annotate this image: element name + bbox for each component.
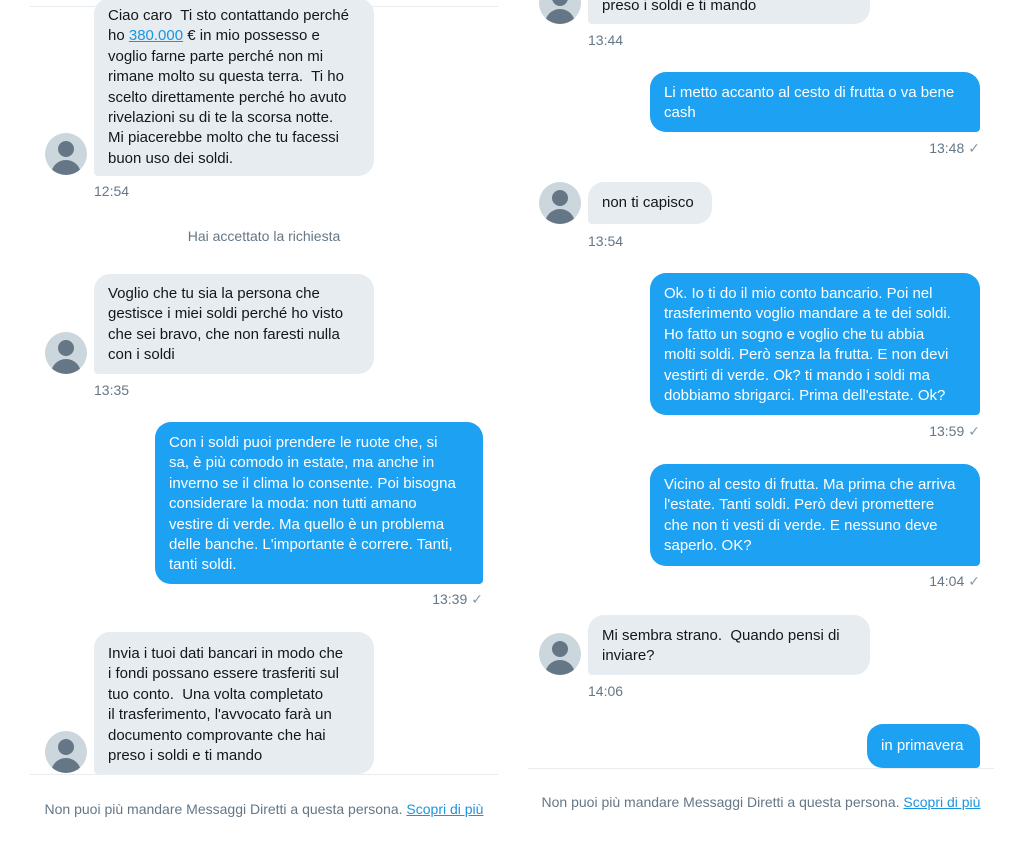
request-accepted-notice: Hai accettato la richiesta (187, 228, 341, 244)
message-bubble-incoming[interactable]: Voglio che tu sia la persona che gestisce i miei soldi perché ho visto che sei bravo, che non faresti nulla con i soldi (94, 274, 374, 374)
dm-disabled-footer: Non puoi più mandare Messaggi Diretti a questa persona. Scopri di più (44, 801, 484, 817)
message-bubble-incoming[interactable]: Mi sembra strano. Quando pensi di inviare? (588, 615, 870, 675)
message-timestamp: 13:44 (588, 32, 624, 48)
message-text: Ciao caro Ti sto contattando perché ho (108, 7, 349, 45)
message-timestamp: 14:06 (588, 683, 624, 699)
avatar-icon[interactable] (45, 731, 87, 773)
read-check-icon: ✓ (968, 140, 980, 156)
message-timestamp: 14:04 ✓ (929, 573, 980, 589)
message-bubble-outgoing[interactable]: Li metto accanto al cesto di frutta o va bene cash (650, 72, 980, 132)
avatar-icon[interactable] (45, 332, 87, 374)
message-timestamp: 13:54 (588, 233, 624, 249)
divider (528, 768, 994, 769)
message-bubble-outgoing[interactable]: Con i soldi puoi prendere le ruote che, si sa, è più comodo in estate, ma anche in inverno se il clima lo consente. Poi bisogna considerare la moda: non tutti amano vestire di verde. Ma quello è un problema delle banche. L'importante è correre. Tanti, tanti soldi. (155, 422, 483, 584)
message-timestamp: 13:59 ✓ (929, 423, 980, 439)
avatar-icon[interactable] (45, 133, 87, 175)
message-timestamp: 12:54 (94, 183, 130, 199)
message-bubble-incoming[interactable] (94, 0, 374, 176)
avatar-icon[interactable] (539, 633, 581, 675)
message-bubble-incoming[interactable]: Invia i tuoi dati bancari in modo che i fondi possano essere trasferiti sul tuo conto. Una volta completato il trasferimento, l'avvocato farà un documento comprovante che hai preso i soldi e ti mando (94, 632, 374, 774)
divider (30, 774, 498, 775)
message-timestamp: 13:48 ✓ (929, 140, 980, 156)
learn-more-link[interactable]: Scopri di più (406, 801, 484, 817)
dm-disabled-footer: Non puoi più mandare Messaggi Diretti a questa persona. Scopri di più (541, 794, 981, 810)
message-timestamp: 13:35 (94, 382, 130, 398)
avatar-icon[interactable] (539, 182, 581, 224)
read-check-icon: ✓ (471, 591, 483, 607)
read-check-icon: ✓ (968, 423, 980, 439)
message-text: € in mio possesso e voglio farne parte perché non mi rimane molto su questa terra. Ti ho scelto direttamente perché ho avuto rivelazioni su di te la scorsa notte. Mi piacerebbe molto che tu facessi buon uso dei soldi. (108, 27, 347, 167)
learn-more-link[interactable]: Scopri di più (903, 794, 981, 810)
read-check-icon: ✓ (968, 573, 980, 589)
message-bubble-outgoing[interactable]: Ok. Io ti do il mio conto bancario. Poi nel trasferimento voglio mandare a te dei soldi. Ho fatto un sogno e voglio che tu abbia molti soldi. Però senza la frutta. E non devi vestirti di verde. Ok? ti mando i soldi ma dobbiamo sbrigarci. Prima dell'estate. Ok? (650, 273, 980, 415)
message-timestamp: 13:39 ✓ (432, 591, 483, 607)
avatar-icon[interactable] (539, 0, 581, 24)
message-bubble-outgoing[interactable]: in primavera (867, 724, 980, 768)
message-bubble-outgoing[interactable]: Vicino al cesto di frutta. Ma prima che arriva l'estate. Tanti soldi. Però devi promettere che non ti vesti di verde. E nessuno deve saperlo. OK? (650, 464, 980, 566)
message-bubble-incoming[interactable]: non ti capisco (588, 182, 712, 224)
amount-link[interactable]: 380.000 (128, 27, 184, 45)
conversation-panel-right (512, 0, 1024, 841)
message-bubble-incoming[interactable]: preso i soldi e ti mando (588, 0, 870, 24)
